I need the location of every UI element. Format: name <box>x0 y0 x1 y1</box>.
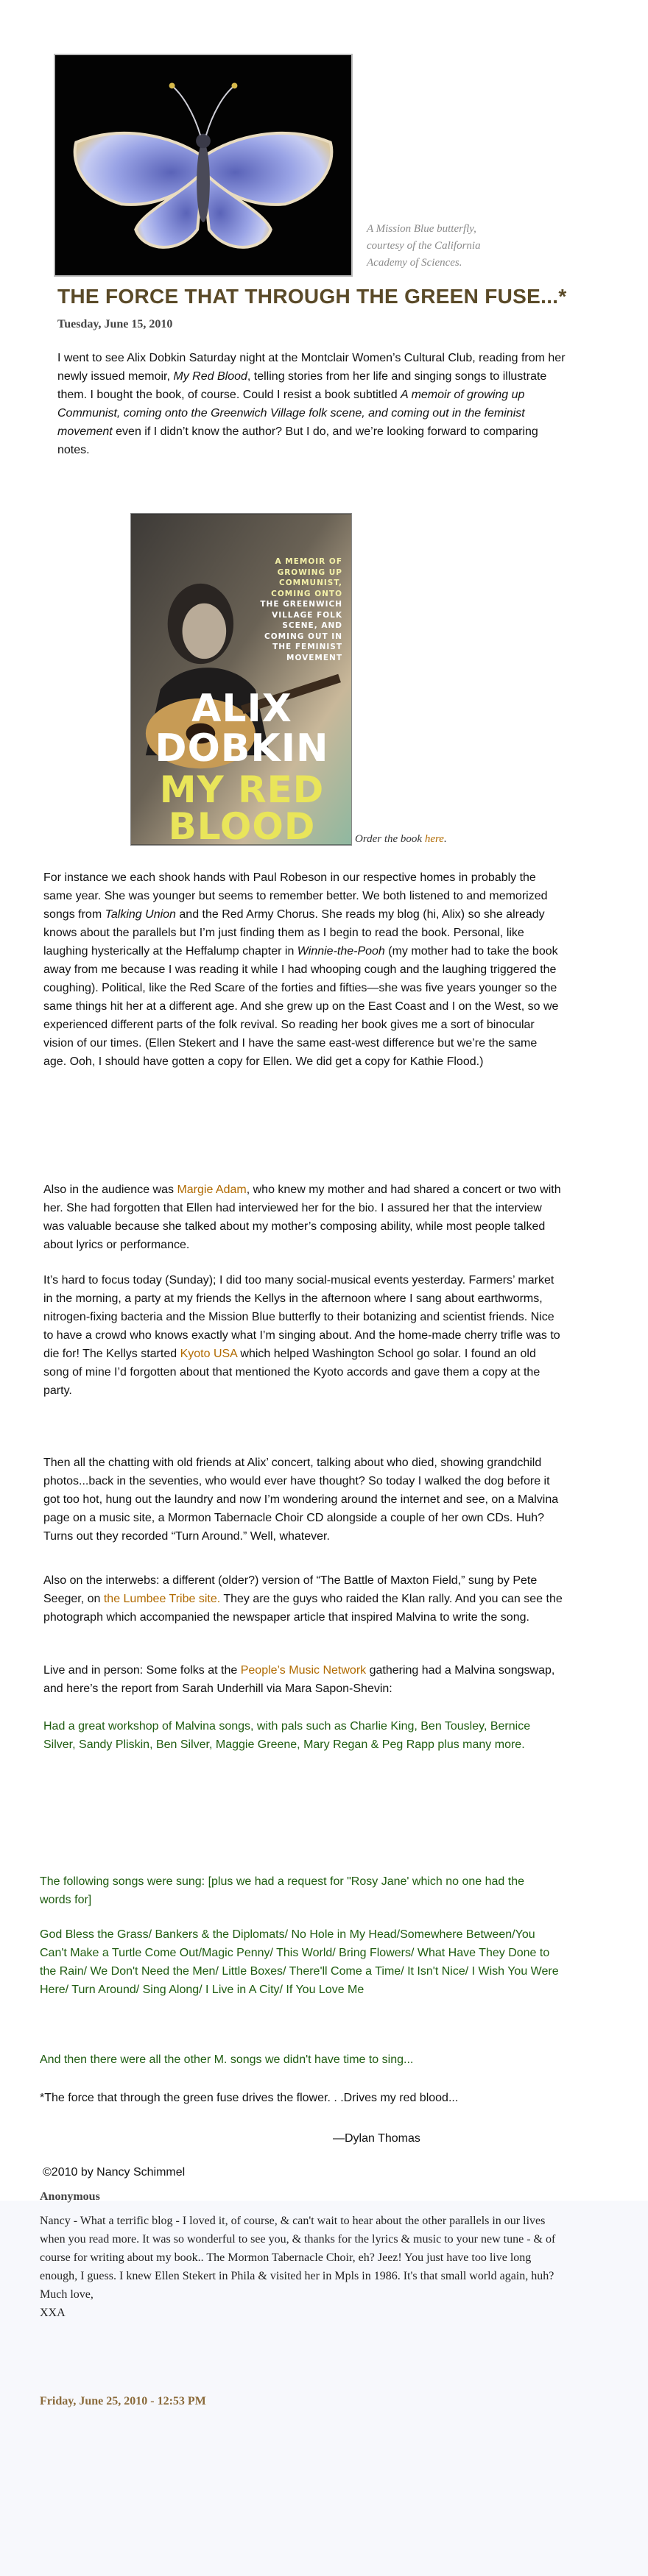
order-link[interactable]: here <box>424 833 444 845</box>
comment-text: Much love, <box>40 2288 94 2301</box>
blurb-line: GROWING UP <box>277 567 342 577</box>
photo-caption <box>367 221 521 272</box>
order-text: Order the book <box>355 833 425 845</box>
blurb-line: MOVEMENT <box>286 653 342 662</box>
margie-adam-link[interactable]: Margie Adam <box>177 1183 247 1196</box>
intro-paragraph <box>57 349 566 459</box>
book-subtitle: A memoir of growing up Communist, coming onto the Greenwich Village folk scene, and coming out in the feminist movement <box>57 389 525 438</box>
lumbee-tribe-link[interactable]: the Lumbee Tribe site. <box>103 1593 221 1605</box>
title-line: BLOOD <box>168 805 316 846</box>
paragraph-concert: Then all the chatting with old friends at Alix’ concert, talking about who died, showing grandchild photos...back in the seventies, who would ever have thought? So today I walked the dog before it got too hot, hung out the laundry and now I’m wondering around the internet and see, on a Malvina page on a music site, a Mormon Tabernacle Choir CD alongside a couple of her own CDs. Huh? Turns out they recorded “Turn Around.” Well, whatever. <box>43 1457 559 1543</box>
butterfly-photo <box>54 54 353 277</box>
post-date: Tuesday, June 15, 2010 <box>57 318 173 330</box>
blurb-line: COMING OUT IN <box>264 631 342 641</box>
blurb-line: THE FEMINIST <box>272 643 342 651</box>
kyoto-usa-link[interactable]: Kyoto USA <box>180 1348 237 1360</box>
copyright: ©2010 by Nancy Schimmel <box>43 2166 186 2179</box>
post-title[interactable]: THE FORCE THAT THROUGH THE GREEN FUSE...* <box>57 285 567 308</box>
order-period: . <box>443 833 447 845</box>
blurb-line: VILLAGE FOLK <box>272 610 342 620</box>
caption-line: Academy of Sciences. <box>367 257 462 269</box>
comment-body <box>40 2212 570 2322</box>
text: and the Red Army Chorus. She reads my blog (hi, Alix) so she already knows about the parallels but I’m just finding them as I begin to read the book. Personal, like laughing hysterically at the Heffalump chapter in <box>43 908 545 958</box>
book-cover[interactable] <box>130 513 352 846</box>
report-other-songs: And then there were all the other M. songs we didn't have time to sing... <box>40 2053 414 2066</box>
comment-text: Nancy - What a terrific blog - I loved it, of course, & can't wait to hear about the other parallels in our lives when you read more. It was so wonderful to see you, & thanks for the lyrics & music to your new tune - & of course for writing about my book.. The Mormon Tabernacle Choir, eh? Jeez! You just have too live long enough, I guess. I knew Ellen Stekert in Phila & visited her in Mpls in 1986. It's that small world again, huh? <box>40 2215 556 2282</box>
caption-line: A Mission Blue butterfly, <box>367 223 476 235</box>
title-line: MY RED <box>159 768 325 811</box>
report-songs-sung: The following songs were sung: [plus we had a request for "Rosy Jane' which no one had the words for] <box>40 1875 525 1906</box>
text: gathering had a Malvina songswap, and here’s the report from Sarah Underhill via Mara Sapon-Shevin: <box>43 1664 555 1695</box>
blurb-line: COMMUNIST, <box>279 578 342 587</box>
book-title-art <box>131 768 352 846</box>
book-title: Winnie-the-Pooh <box>297 945 385 958</box>
album-title: Talking Union <box>105 908 176 921</box>
text: They are the guys who raided the Klan rally. And you can see the photograph which accompanied the newspaper article that inspired Malvina to write the song. <box>43 1593 563 1624</box>
text: Live and in person: Some folks at the <box>43 1664 241 1677</box>
quote-attribution: —Dylan Thomas <box>333 2132 420 2145</box>
text: even if I didn’t know the author? But I do, and we’re looking forward to comparing notes. <box>57 425 538 456</box>
text: , who knew my mother and had shared a concert or two with her. She had forgotten that Ellen had interviewed her for the bio. I assured her that the interview was valuable because she talked about my mother’s composing ability, while most people talked about lyrics or performance. <box>43 1183 561 1251</box>
book-blurb <box>260 556 342 663</box>
book-title: My Red Blood <box>173 370 247 383</box>
paragraph-robeson <box>43 868 563 1071</box>
text: Also on the interwebs: a different (older?) version of “The Battle of Maxton Field,” sung by Pete Seeger, on <box>43 1574 538 1605</box>
order-caption <box>355 833 447 846</box>
text: I went to see Alix Dobkin Saturday night at the Montclair Women’s Cultural Club, reading from her newly issued memoir, <box>57 352 566 383</box>
paragraph-interwebs <box>43 1571 563 1627</box>
epigraph-quote: *The force that through the green fuse drives the flower. . .Drives my red blood... <box>40 2092 459 2104</box>
blurb-line: THE GREENWICH <box>260 600 342 609</box>
comment-date[interactable]: Friday, June 25, 2010 - 12:53 PM <box>40 2395 206 2407</box>
author-line: DOBKIN <box>155 726 329 771</box>
blurb-line: SCENE, AND <box>282 621 342 630</box>
text: For instance we each shook hands with Paul Robeson in our respective homes in probably the same year. She was younger but seems to remember better. We both listened to and memorized songs from <box>43 871 548 921</box>
paragraph-sunday <box>43 1271 563 1400</box>
paragraph-margie <box>43 1181 563 1254</box>
text: (my mother had to take the book away from me because I was reading it while I had whooping cough and the laughing triggered the coughing). Political, like the Red Scare of the forties and fifties—she was five years younger so the same things hit her at a different age. And she grew up on the East Coast and I on the West, so we experienced different parts of the folk revival. So reading her book gives me a sort of binocular vision of our times. (Ellen Stekert and I have the same east-west difference but we’re the same age. Ooh, I should have gotten a copy for Ellen. We did get a copy for Kathie Flood.) <box>43 945 559 1068</box>
blurb-line: COMING ONTO <box>271 589 342 598</box>
paragraph-songswap <box>43 1661 563 1698</box>
peoples-music-network-link[interactable]: People’s Music Network <box>240 1664 367 1677</box>
report-workshop: Had a great workshop of Malvina songs, with pals such as Charlie King, Ben Tousley, Bernice Silver, Sandy Pliskin, Ben Silver, Maggie Greene, Mary Regan & Peg Rapp plus many more. <box>43 1720 531 1751</box>
book-author <box>131 687 352 771</box>
comment-text: XXA <box>40 2307 66 2319</box>
text: , telling stories from her life and singing songs to illustrate them. I bought the book, of course. Could I resist a book subtitled <box>57 370 547 401</box>
text: Also in the audience was <box>43 1183 177 1196</box>
text: It’s hard to focus today (Sunday); I did too many social-musical events yesterday. Farmers’ market in the morning, a party at my friends the Kellys in the afternoon where I sang about earthworms, nitrogen-fixing bacteria and the Mission Blue butterfly to their botanizing and scientist friends. Nice to have a crowd who knows exactly what I’m singing about. And the home-made cherry trifle was to die for! The Kellys started <box>43 1274 560 1360</box>
comment-author: Anonymous <box>40 2190 100 2203</box>
blurb-line: A MEMOIR OF <box>275 557 342 566</box>
text: which helped Washington School go solar. I found an old song of mine I’d forgotten about that mentioned the Kyoto accords and gave them a copy at the party. <box>43 1348 540 1397</box>
report-song-list: God Bless the Grass/ Bankers & the Diplomats/ No Hole in My Head/Somewhere Between/You Can't Make a Turtle Come Out/Magic Penny/ This World/ Bring Flowers/ What Have They Done to the Rain/ We Don't Need the Men/ Little Boxes/ There'll Come a Time/ It Isn't Nice/ I Wish You Were Here/ Turn Around/ Sing Along/ I Live in A City/ If You Love Me <box>40 1928 559 1996</box>
caption-line: courtesy of the California <box>367 240 481 252</box>
author-line: ALIX <box>191 687 292 731</box>
